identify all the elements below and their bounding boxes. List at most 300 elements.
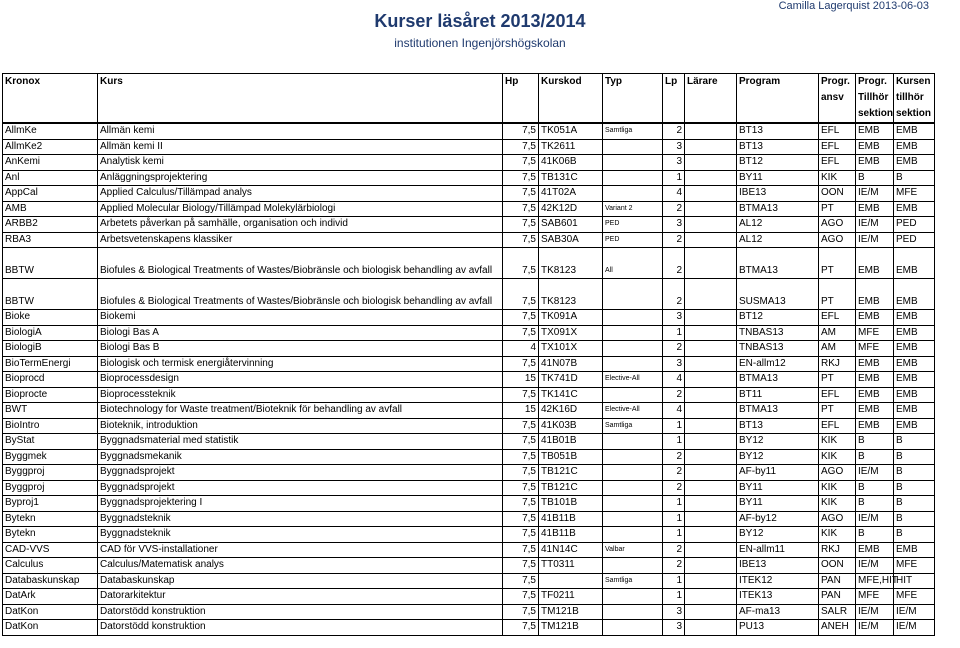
table-row [3,170,935,186]
cell-kurskod: 41K06B [539,155,603,171]
cell-typ: Samtliga [603,123,663,139]
cell-hp: 7,5 [503,573,539,589]
cell-larare [685,325,737,341]
cell-hp: 7,5 [503,558,539,574]
cell-lp: 2 [663,387,685,403]
cell-kursen-tillhor: EMB [894,418,935,434]
cell-kursen-tillhor: PED [894,217,935,233]
cell-kurs: Bioprocessdesign [98,372,503,388]
cell-kurs: Biologi Bas A [98,325,503,341]
cell-program: EN-allm12 [737,356,819,372]
cell-kurs: Biofules & Biological Treatments of Wastes/Biobränsle och biologisk behandling av avfall [98,248,503,279]
cell-lp: 3 [663,356,685,372]
cell-progr-tillhor: IE/M [856,186,894,202]
cell-kronox: Calculus [3,558,98,574]
cell-kurs: Biofules & Biological Treatments of Wastes/Biobränsle och biologisk behandling av avfall [98,279,503,310]
cell-typ: PED [603,232,663,248]
cell-hp: 7,5 [503,186,539,202]
cell-kurs: Byggnadsprojekt [98,480,503,496]
cell-lp: 4 [663,372,685,388]
col-header-larare: Lärare [685,74,737,124]
cell-kursen-tillhor: EMB [894,372,935,388]
cell-larare [685,232,737,248]
cell-typ [603,279,663,310]
table-row [3,248,935,279]
cell-hp: 7,5 [503,170,539,186]
cell-lp: 3 [663,604,685,620]
cell-kursen-tillhor: B [894,496,935,512]
cell-larare [685,279,737,310]
cell-progr-ansv: KIK [819,449,856,465]
cell-progr-tillhor: EMB [856,403,894,419]
cell-progr-tillhor: EMB [856,387,894,403]
cell-program: IBE13 [737,186,819,202]
cell-larare [685,387,737,403]
table-row [3,589,935,605]
cell-larare [685,170,737,186]
cell-progr-ansv: EFL [819,418,856,434]
table-row [3,496,935,512]
cell-lp: 1 [663,527,685,543]
cell-lp: 1 [663,511,685,527]
cell-hp: 7,5 [503,155,539,171]
cell-progr-tillhor: MFE [856,589,894,605]
cell-progr-ansv: AM [819,341,856,357]
cell-kurskod: TB121C [539,465,603,481]
cell-kronox: AMB [3,201,98,217]
cell-typ [603,139,663,155]
cell-larare [685,217,737,233]
table-row [3,217,935,233]
table-row [3,465,935,481]
cell-kursen-tillhor: EMB [894,356,935,372]
cell-progr-ansv: EFL [819,387,856,403]
cell-larare [685,542,737,558]
cell-larare [685,372,737,388]
cell-kurs: Datorstödd konstruktion [98,620,503,636]
table-body [3,123,935,635]
cell-hp: 7,5 [503,620,539,636]
cell-kurskod: 41B01B [539,434,603,450]
cell-kurskod: TK2611 [539,139,603,155]
cell-progr-tillhor: EMB [856,356,894,372]
cell-progr-tillhor: IE/M [856,217,894,233]
cell-lp: 3 [663,620,685,636]
cell-kurskod: TB101B [539,496,603,512]
cell-typ: Elective-All [603,403,663,419]
cell-larare [685,201,737,217]
cell-lp: 2 [663,248,685,279]
cell-kronox: ARBB2 [3,217,98,233]
cell-progr-tillhor: IE/M [856,511,894,527]
cell-kronox: Bioprocte [3,387,98,403]
cell-hp: 7,5 [503,527,539,543]
cell-kronox: Databaskunskap [3,573,98,589]
cell-kurs: Allmän kemi II [98,139,503,155]
cell-larare [685,155,737,171]
cell-program: EN-allm11 [737,542,819,558]
cell-kurskod: TK8123 [539,279,603,310]
cell-progr-ansv: AGO [819,465,856,481]
cell-kronox: BiologiA [3,325,98,341]
cell-larare [685,123,737,139]
table-row [3,356,935,372]
cell-larare [685,248,737,279]
cell-typ [603,325,663,341]
cell-progr-ansv: KIK [819,527,856,543]
table-row [3,310,935,326]
page-title: Kurser läsåret 2013/2014 [374,11,586,31]
col-header-kurskod: Kurskod [539,74,603,124]
cell-progr-tillhor: B [856,496,894,512]
cell-typ [603,604,663,620]
header-row [3,74,935,124]
cell-kurs: Biologisk och termisk energiåtervinning [98,356,503,372]
cell-progr-tillhor: EMB [856,248,894,279]
cell-progr-tillhor: B [856,449,894,465]
cell-kursen-tillhor: EMB [894,341,935,357]
table-row [3,604,935,620]
cell-typ [603,511,663,527]
table-row [3,403,935,419]
cell-typ: Valbar [603,542,663,558]
cell-lp: 1 [663,496,685,512]
cell-hp: 7,5 [503,604,539,620]
table-row [3,558,935,574]
cell-kronox: ByStat [3,434,98,450]
cell-kurskod: TT0311 [539,558,603,574]
cell-program: BY11 [737,480,819,496]
cell-kurskod: 41N14C [539,542,603,558]
cell-kursen-tillhor: EMB [894,279,935,310]
cell-lp: 2 [663,465,685,481]
table-row [3,201,935,217]
cell-kurs: Byggnadsprojekt [98,465,503,481]
cell-kurs: Arbetsvetenskapens klassiker [98,232,503,248]
cell-lp: 2 [663,201,685,217]
cell-kurskod: SAB601 [539,217,603,233]
cell-kronox: Anl [3,170,98,186]
cell-program: AF-ma13 [737,604,819,620]
cell-kurs: Biokemi [98,310,503,326]
cell-progr-tillhor: IE/M [856,620,894,636]
cell-progr-tillhor: IE/M [856,604,894,620]
cell-kursen-tillhor: IE/M [894,604,935,620]
cell-kronox: AllmKe [3,123,98,139]
cell-program: BT13 [737,123,819,139]
cell-program: BT11 [737,387,819,403]
table-row [3,511,935,527]
cell-kurs: Byggnadsmaterial med statistik [98,434,503,450]
cell-hp: 7,5 [503,310,539,326]
cell-hp: 7,5 [503,434,539,450]
cell-kurskod: TM121B [539,604,603,620]
cell-progr-ansv: PT [819,372,856,388]
cell-typ [603,589,663,605]
cell-kursen-tillhor: B [894,434,935,450]
cell-kronox: BiologiB [3,341,98,357]
cell-typ [603,387,663,403]
cell-lp: 2 [663,480,685,496]
cell-larare [685,589,737,605]
cell-lp: 2 [663,232,685,248]
cell-kurs: Analytisk kemi [98,155,503,171]
col-header-hp: Hp [503,74,539,124]
cell-kronox: Byggproj [3,465,98,481]
cell-kronox: Byggmek [3,449,98,465]
cell-kurs: Byggnadsteknik [98,511,503,527]
cell-program: AF-by12 [737,511,819,527]
cell-program: BY11 [737,170,819,186]
cell-program: BTMA13 [737,403,819,419]
cell-kursen-tillhor: IE/M [894,620,935,636]
cell-kursen-tillhor: EMB [894,542,935,558]
cell-kurskod: 41B11B [539,511,603,527]
cell-kurskod: TB121C [539,480,603,496]
cell-progr-tillhor: EMB [856,279,894,310]
cell-kronox: RBA3 [3,232,98,248]
cell-program: SUSMA13 [737,279,819,310]
cell-larare [685,434,737,450]
cell-kursen-tillhor: HIT [894,573,935,589]
cell-progr-ansv: AGO [819,217,856,233]
cell-hp: 15 [503,403,539,419]
cell-kurs: Bioteknik, introduktion [98,418,503,434]
cell-lp: 3 [663,155,685,171]
cell-hp: 7,5 [503,356,539,372]
cell-kurskod: 41B11B [539,527,603,543]
cell-kurskod: TX091X [539,325,603,341]
cell-hp: 7,5 [503,418,539,434]
cell-progr-ansv: KIK [819,496,856,512]
cell-typ: PED [603,217,663,233]
table-row [3,542,935,558]
col-header-progr-ansv: Progr. ansv [819,74,856,124]
cell-program: BT12 [737,155,819,171]
cell-program: IBE13 [737,558,819,574]
cell-larare [685,480,737,496]
cell-kurskod: TM121B [539,620,603,636]
cell-progr-ansv: EFL [819,155,856,171]
cell-typ: Samtliga [603,573,663,589]
cell-lp: 1 [663,573,685,589]
cell-kurs: Byggnadsmekanik [98,449,503,465]
cell-kronox: BioIntro [3,418,98,434]
cell-kronox: BBTW [3,248,98,279]
cell-larare [685,604,737,620]
cell-kurskod: 42K16D [539,403,603,419]
cell-kursen-tillhor: MFE [894,558,935,574]
cell-hp: 4 [503,341,539,357]
cell-lp: 2 [663,449,685,465]
cell-hp: 7,5 [503,496,539,512]
cell-progr-tillhor: MFE,HIT [856,573,894,589]
cell-lp: 4 [663,186,685,202]
cell-kurs: Datorarkitektur [98,589,503,605]
course-table [2,73,935,636]
cell-lp: 1 [663,434,685,450]
cell-kronox: Byggproj [3,480,98,496]
cell-program: BY11 [737,496,819,512]
cell-program: AL12 [737,232,819,248]
cell-kursen-tillhor: EMB [894,248,935,279]
cell-lp: 1 [663,325,685,341]
cell-progr-tillhor: B [856,170,894,186]
cell-kronox: Bioprocd [3,372,98,388]
cell-kronox: AllmKe2 [3,139,98,155]
cell-kronox: DatArk [3,589,98,605]
cell-larare [685,310,737,326]
cell-program: BTMA13 [737,372,819,388]
cell-typ: Variant 2 [603,201,663,217]
cell-progr-ansv: PT [819,403,856,419]
cell-program: TNBAS13 [737,325,819,341]
cell-kurs: Allmän kemi [98,123,503,139]
cell-kurs: Anläggningsprojektering [98,170,503,186]
cell-larare [685,496,737,512]
cell-typ [603,558,663,574]
cell-progr-ansv: ANEH [819,620,856,636]
cell-progr-ansv: KIK [819,434,856,450]
cell-kronox: DatKon [3,604,98,620]
cell-kursen-tillhor: PED [894,232,935,248]
cell-progr-tillhor: EMB [856,310,894,326]
cell-kurs: CAD för VVS-installationer [98,542,503,558]
cell-kurskod: TB131C [539,170,603,186]
cell-kronox: BBTW [3,279,98,310]
table-row [3,527,935,543]
cell-kurs: Datorstödd konstruktion [98,604,503,620]
cell-hp: 7,5 [503,387,539,403]
cell-kurskod: TB051B [539,449,603,465]
cell-kursen-tillhor: B [894,480,935,496]
cell-kursen-tillhor: MFE [894,589,935,605]
table-row [3,372,935,388]
cell-kronox: AppCal [3,186,98,202]
cell-hp: 7,5 [503,449,539,465]
cell-progr-tillhor: EMB [856,123,894,139]
cell-typ: All [603,248,663,279]
cell-progr-tillhor: EMB [856,542,894,558]
cell-kurs: Arbetets påverkan på samhälle, organisation och individ [98,217,503,233]
cell-kursen-tillhor: B [894,511,935,527]
col-header-typ: Typ [603,74,663,124]
cell-program: BTMA13 [737,248,819,279]
table-row [3,232,935,248]
table-row [3,387,935,403]
cell-lp: 4 [663,403,685,419]
cell-program: PU13 [737,620,819,636]
author-date: Camilla Lagerquist 2013-06-03 [778,0,929,12]
cell-larare [685,449,737,465]
cell-progr-tillhor: B [856,434,894,450]
cell-larare [685,403,737,419]
cell-hp: 7,5 [503,248,539,279]
cell-kursen-tillhor: EMB [894,139,935,155]
cell-hp: 7,5 [503,123,539,139]
cell-kursen-tillhor: B [894,527,935,543]
table-row [3,480,935,496]
cell-progr-ansv: EFL [819,139,856,155]
cell-program: BTMA13 [737,201,819,217]
cell-larare [685,620,737,636]
cell-kronox: DatKon [3,620,98,636]
cell-typ [603,527,663,543]
cell-typ [603,620,663,636]
cell-progr-ansv: SALR [819,604,856,620]
cell-program: ITEK12 [737,573,819,589]
cell-program: BT13 [737,139,819,155]
cell-hp: 7,5 [503,480,539,496]
cell-lp: 3 [663,217,685,233]
cell-larare [685,558,737,574]
cell-kurskod: TK741D [539,372,603,388]
cell-progr-ansv: PT [819,279,856,310]
cell-kursen-tillhor: EMB [894,325,935,341]
table-row [3,418,935,434]
table-row [3,155,935,171]
cell-typ [603,465,663,481]
cell-kurs: Databaskunskap [98,573,503,589]
cell-kurskod [539,573,603,589]
cell-hp: 7,5 [503,325,539,341]
table-row [3,139,935,155]
cell-program: BY12 [737,449,819,465]
cell-hp: 15 [503,372,539,388]
cell-larare [685,573,737,589]
cell-kronox: AnKemi [3,155,98,171]
cell-progr-tillhor: B [856,480,894,496]
cell-kursen-tillhor: B [894,449,935,465]
cell-larare [685,341,737,357]
cell-larare [685,186,737,202]
cell-progr-ansv: KIK [819,170,856,186]
cell-lp: 2 [663,542,685,558]
cell-progr-tillhor: EMB [856,201,894,217]
cell-kurskod: 41K03B [539,418,603,434]
cell-kronox: Bioke [3,310,98,326]
cell-progr-ansv: PAN [819,589,856,605]
cell-progr-ansv: PT [819,248,856,279]
cell-kurskod: 41T02A [539,186,603,202]
cell-progr-ansv: RKJ [819,542,856,558]
cell-hp: 7,5 [503,279,539,310]
cell-hp: 7,5 [503,232,539,248]
cell-kursen-tillhor: EMB [894,123,935,139]
cell-kurskod: TK8123 [539,248,603,279]
cell-program: AL12 [737,217,819,233]
cell-program: ITEK13 [737,589,819,605]
cell-progr-ansv: EFL [819,310,856,326]
table-row [3,573,935,589]
cell-typ [603,480,663,496]
cell-typ [603,449,663,465]
cell-lp: 1 [663,170,685,186]
cell-larare [685,139,737,155]
cell-hp: 7,5 [503,217,539,233]
cell-kronox: BWT [3,403,98,419]
cell-program: BT12 [737,310,819,326]
table-row [3,279,935,310]
cell-program: AF-by11 [737,465,819,481]
cell-lp: 1 [663,418,685,434]
col-header-kronox: Kronox [3,74,98,124]
cell-kronox: BioTermEnergi [3,356,98,372]
cell-typ [603,496,663,512]
cell-kurs: Byggnadsprojektering I [98,496,503,512]
cell-program: TNBAS13 [737,341,819,357]
cell-lp: 2 [663,123,685,139]
